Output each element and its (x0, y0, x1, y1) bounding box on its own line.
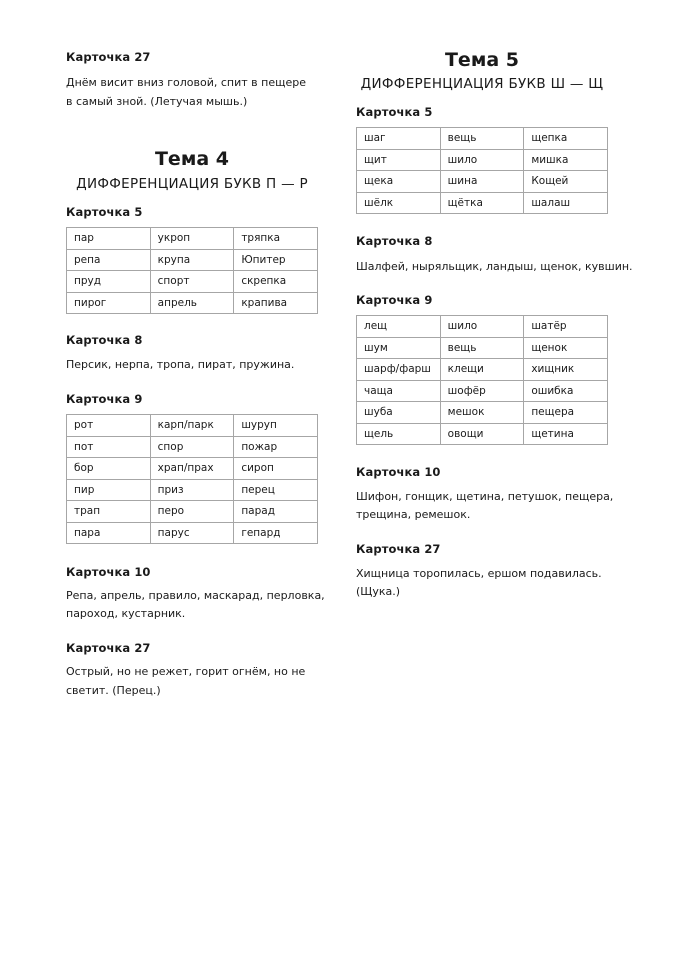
table-row (357, 359, 608, 381)
table-row (357, 402, 608, 424)
table-cell: пожар (234, 436, 318, 458)
card-text-line: светит. (Перец.) (66, 684, 161, 697)
table-row (67, 501, 318, 523)
table-cell: перец (234, 479, 318, 501)
card-text-line: пароход, кустарник. (66, 607, 186, 620)
table-row (67, 458, 318, 480)
table-cell: храп/прах (150, 458, 234, 480)
table-cell: трап (67, 501, 151, 523)
table-cell: щетина (524, 423, 608, 445)
card-text-line: Репа, апрель, правило, маскарад, перловка, (66, 589, 325, 602)
card-text-line: (Щука.) (356, 585, 401, 598)
table-cell: крапива (234, 292, 318, 314)
table-cell: гепард (234, 522, 318, 544)
table-row (357, 149, 608, 171)
card-title: Карточка 27 (66, 50, 151, 64)
table-cell: шуба (357, 402, 441, 424)
table-cell: щель (357, 423, 441, 445)
table-row (67, 228, 318, 250)
card-title: Карточка 9 (66, 392, 143, 406)
table-cell: шило (440, 316, 524, 338)
card-title: Карточка 8 (66, 333, 143, 347)
table-cell: щенок (524, 337, 608, 359)
table-row (357, 316, 608, 338)
card-text-line: Острый, но не режет, горит огнём, но не (66, 665, 306, 678)
table-row (357, 380, 608, 402)
table-row (67, 479, 318, 501)
card-text-line: Хищница торопилась, ершом подавилась. (356, 567, 602, 580)
table-cell: Кощей (524, 171, 608, 193)
card-text-line: в самый зной. (Летучая мышь.) (66, 95, 248, 108)
theme-subtitle: ДИФФЕРЕНЦИАЦИЯ БУКВ Ш — Щ (360, 76, 604, 92)
table-cell: рот (67, 415, 151, 437)
table-cell: ошибка (524, 380, 608, 402)
table-row (67, 436, 318, 458)
table-cell: вещь (440, 337, 524, 359)
table-cell: скрепка (234, 271, 318, 293)
table-row (357, 337, 608, 359)
table-cell: пот (67, 436, 151, 458)
table-cell: шаг (357, 128, 441, 150)
table-cell: шарф/фарш (357, 359, 441, 381)
word-table (356, 315, 608, 445)
table-cell: шило (440, 149, 524, 171)
table-cell: лещ (357, 316, 441, 338)
table-cell: перо (150, 501, 234, 523)
table-cell: парус (150, 522, 234, 544)
table-row (357, 192, 608, 214)
theme-title: Тема 5 (444, 49, 520, 71)
theme-title: Тема 4 (154, 148, 230, 170)
table-row (67, 522, 318, 544)
table-cell: клещи (440, 359, 524, 381)
card-title: Карточка 5 (66, 205, 143, 219)
table-cell: укроп (150, 228, 234, 250)
table-row (357, 423, 608, 445)
card-text-line: Днём висит вниз головой, спит в пещере (66, 76, 306, 89)
card-text-line: Шифон, гонщик, щетина, петушок, пещера, (356, 490, 614, 503)
table-cell: пирог (67, 292, 151, 314)
table-cell: щётка (440, 192, 524, 214)
table-cell: щит (357, 149, 441, 171)
card-title: Карточка 27 (66, 641, 151, 655)
table-cell: мишка (524, 149, 608, 171)
card-title: Карточка 10 (356, 465, 441, 479)
table-cell: щека (357, 171, 441, 193)
table-cell: шум (357, 337, 441, 359)
card-title: Карточка 8 (356, 234, 433, 248)
table-cell: пара (67, 522, 151, 544)
table-cell: апрель (150, 292, 234, 314)
table-cell: спор (150, 436, 234, 458)
table-cell: шина (440, 171, 524, 193)
table-cell: щепка (524, 128, 608, 150)
table-row (67, 249, 318, 271)
card-title: Карточка 9 (356, 293, 433, 307)
table-row (357, 171, 608, 193)
table-cell: бор (67, 458, 151, 480)
word-table (66, 227, 318, 314)
table-cell: пруд (67, 271, 151, 293)
table-cell: шалаш (524, 192, 608, 214)
card-title: Карточка 5 (356, 105, 433, 119)
table-cell: приз (150, 479, 234, 501)
table-cell: шофёр (440, 380, 524, 402)
card-text: Персик, нерпа, тропа, пират, пружина. (66, 358, 295, 371)
table-cell: спорт (150, 271, 234, 293)
table-cell: овощи (440, 423, 524, 445)
word-table (66, 414, 318, 544)
table-row (67, 292, 318, 314)
table-cell: пар (67, 228, 151, 250)
table-cell: Юпитер (234, 249, 318, 271)
word-table (356, 127, 608, 214)
table-cell: пир (67, 479, 151, 501)
card-text: Шалфей, ныряльщик, ландыш, щенок, кувшин. (356, 260, 633, 273)
table-cell: сироп (234, 458, 318, 480)
table-cell: крупа (150, 249, 234, 271)
table-cell: шатёр (524, 316, 608, 338)
table-cell: карп/парк (150, 415, 234, 437)
table-cell: шёлк (357, 192, 441, 214)
table-cell: пещера (524, 402, 608, 424)
table-cell: хищник (524, 359, 608, 381)
table-cell: шуруп (234, 415, 318, 437)
theme-subtitle: ДИФФЕРЕНЦИАЦИЯ БУКВ П — Р (76, 176, 308, 192)
card-title: Карточка 10 (66, 565, 151, 579)
table-cell: вещь (440, 128, 524, 150)
table-row (67, 271, 318, 293)
card-text-line: трещина, ремешок. (356, 508, 471, 521)
table-cell: репа (67, 249, 151, 271)
table-cell: тряпка (234, 228, 318, 250)
table-cell: мешок (440, 402, 524, 424)
table-cell: чаща (357, 380, 441, 402)
table-row (357, 128, 608, 150)
table-row (67, 415, 318, 437)
card-title: Карточка 27 (356, 542, 441, 556)
table-cell: парад (234, 501, 318, 523)
